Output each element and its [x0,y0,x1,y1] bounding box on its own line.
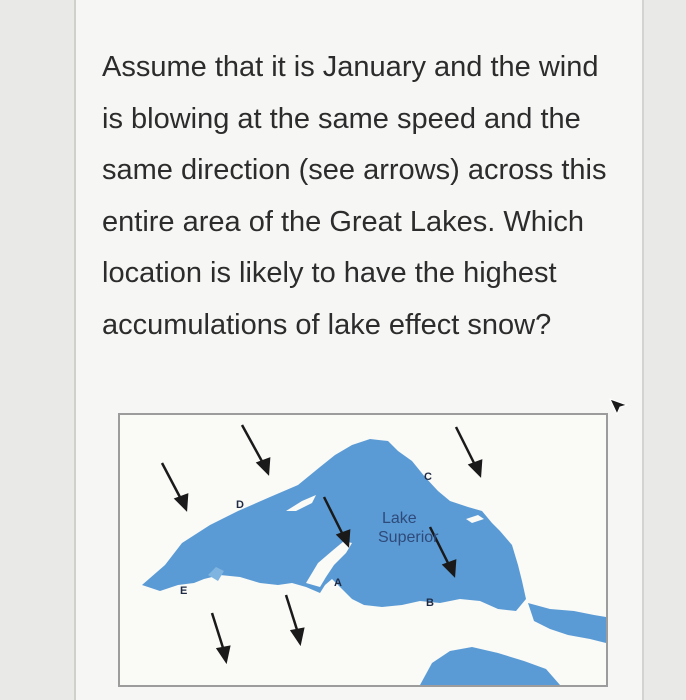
location-b-label: B [426,597,434,609]
small-island-north [320,441,336,451]
lake-huron-shape [528,603,606,643]
location-d-label: D [236,499,244,511]
location-a-label: A [334,577,342,589]
lake-name-label [378,509,438,547]
location-c-label: C [424,471,432,483]
lake-name-line2: Superior [378,529,439,546]
question-text: Assume that it is January and the wind is blowing at the same speed and the same direction (see arrows) across this entire area of the Great Lakes. Which location is likely to have the highest accumulations of lake effect snow? [102,51,607,341]
lake-huron-south [420,647,560,685]
location-e-label: E [180,585,188,597]
lake-name-line1: Lake [382,510,417,527]
mouse-cursor-icon [608,396,630,418]
lake-superior-map [118,413,608,687]
map-graphic [120,415,606,685]
